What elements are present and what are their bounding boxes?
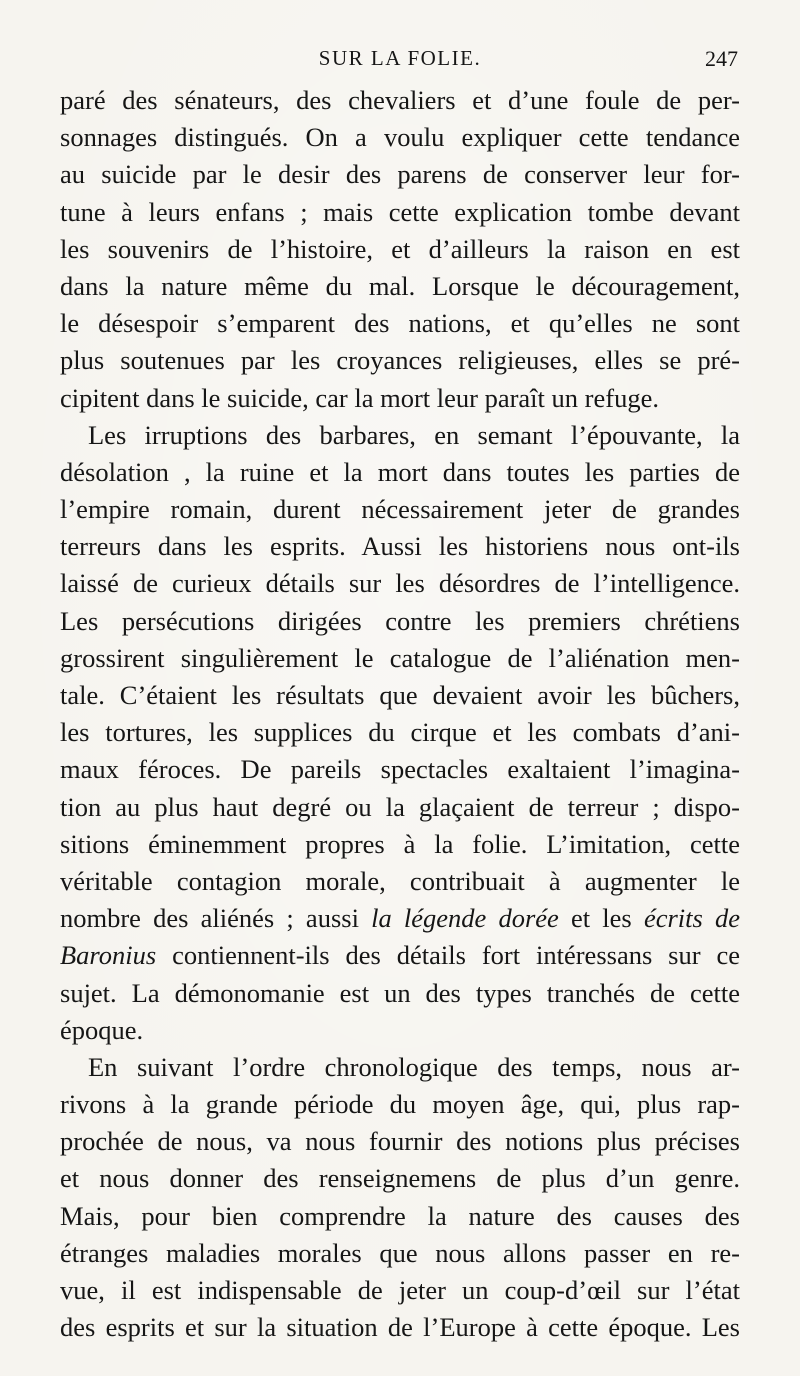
text-line: tune à leurs enfans ; mais cette explication tombe devant	[60, 196, 740, 227]
text-line: sitions éminemment propres à la folie. L’imitation, cette	[60, 828, 740, 859]
text-line: Mais, pour bien comprendre la nature des causes des	[60, 1200, 740, 1231]
text-line	[60, 937, 740, 974]
text-line: prochée de nous, va nous fournir des notions plus précises	[60, 1126, 740, 1157]
text-line: terreurs dans les esprits. Aussi les historiens nous ont-ils	[60, 531, 740, 562]
page-header	[60, 44, 740, 74]
text-line	[60, 900, 740, 937]
text-line: les tortures, les supplices du cirque et les combats d’ani-	[60, 717, 740, 748]
text-line: tale. C’étaient les résultats que devaient avoir les bûchers,	[60, 680, 740, 710]
text-line: tion au plus haut degré ou la glaçaient de terreur ; dispo-	[60, 791, 740, 822]
text-line: maux féroces. De pareils spectacles exaltaient l’imagina-	[60, 754, 740, 785]
text-line: et nous donner des renseignemens de plus d’un genre.	[60, 1163, 740, 1194]
text-line: rivons à la grande période du moyen âge, qui, plus rap-	[60, 1089, 740, 1120]
text-line: vue, il est indispensable de jeter un coup-d’œil sur l’état	[60, 1275, 740, 1305]
text-line: sujet. La démonomanie est un des types tranchés de cette	[60, 977, 740, 1008]
italic-title: Baronius	[60, 940, 157, 971]
text-line: le désespoir s’emparent des nations, et qu’elles ne sont	[60, 308, 740, 339]
text-segment: nombre des aliénés ; aussi	[60, 903, 372, 934]
text-line: cipitent dans le suicide, car la mort leur paraît un refuge.	[60, 382, 659, 413]
text-line: les souvenirs de l’histoire, et d’ailleurs la raison en est	[60, 233, 740, 264]
italic-title: écrits de	[643, 903, 741, 934]
text-line: dans la nature même du mal. Lorsque le découragement,	[60, 270, 740, 301]
text-line: étranges maladies morales que nous allons passer en re-	[60, 1237, 740, 1268]
text-segment: et les	[558, 903, 644, 934]
text-line: paré des sénateurs, des chevaliers et d’une foule de per-	[60, 85, 740, 115]
text-line: plus soutenues par les croyances religieuses, elles se pré-	[60, 345, 740, 376]
text-line: Les persécutions dirigées contre les premiers chrétiens	[60, 605, 740, 636]
text-line: En suivant l’ordre chronologique des temps, nous ar-	[88, 1051, 740, 1082]
page-number: 247	[705, 46, 738, 71]
italic-title: la légende dorée	[371, 903, 559, 934]
text-line: désolation , la ruine et la mort dans toutes les parties de	[60, 456, 740, 487]
text-line: des esprits et sur la situation de l’Europe à cette époque. Les	[60, 1312, 740, 1343]
text-line: laissé de curieux détails sur les désordres de l’intelligence.	[60, 568, 740, 599]
text-line: l’empire romain, durent nécessairement jeter de grandes	[60, 494, 740, 525]
text-segment: contiennent-ils des détails fort intéressans sur ce	[156, 940, 740, 971]
text-line: grossirent singulièrement le catalogue de l’aliénation men-	[60, 642, 740, 673]
text-line: sonnages distingués. On a voulu expliquer cette tendance	[60, 122, 740, 153]
text-line: époque.	[60, 1014, 144, 1045]
text-line: au suicide par le desir des parens de conserver leur for-	[60, 159, 740, 190]
text-line: Les irruptions des barbares, en semant l’épouvante, la	[88, 419, 740, 450]
body-text	[60, 82, 740, 1346]
text-line: véritable contagion morale, contribuait à augmenter le	[60, 865, 740, 896]
running-head: SUR LA FOLIE.	[318, 46, 482, 70]
